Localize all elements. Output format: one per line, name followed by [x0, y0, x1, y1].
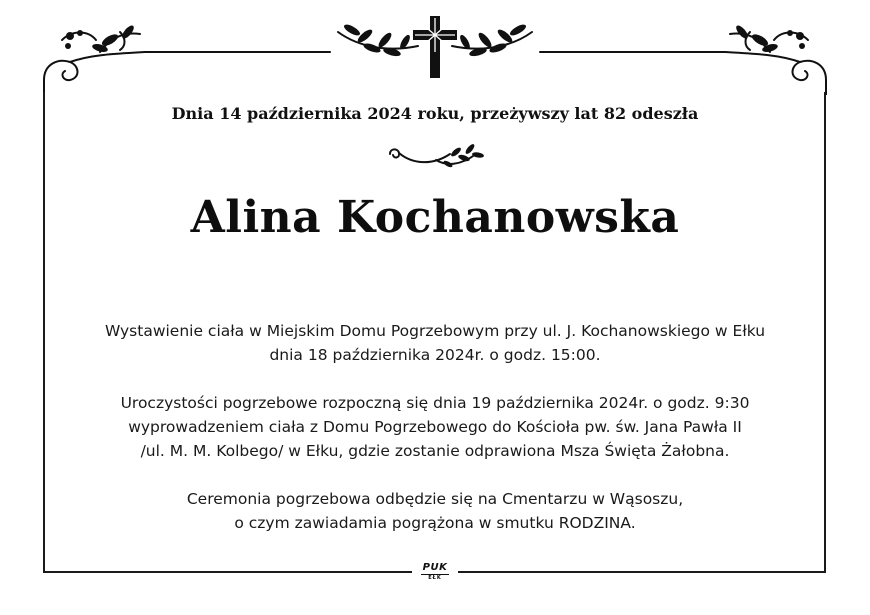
puk-logo: [418, 563, 452, 583]
paragraph-line: wyprowadzeniem ciała z Domu Pogrzebowego do Kościoła pw. św. Jana Pawła II: [128, 418, 742, 436]
logo-sub-text: EŁK: [421, 574, 449, 581]
frame-right-border: [824, 92, 826, 572]
paragraph-line: dnia 18 października 2024r. o godz. 15:00.: [269, 346, 601, 364]
paragraph-line: /ul. M. M. Kolbego/ w Ełku, gdzie zostanie odprawiona Msza Święta Żałobna.: [140, 442, 730, 460]
leaf-scroll-icon: [384, 140, 488, 176]
date-line: Dnia 14 października 2024 roku, przeżywszy lat 82 odeszła: [171, 104, 699, 123]
paragraph-line: Wystawienie ciała w Miejskim Domu Pogrzebowym przy ul. J. Kochanowskiego w Ełku: [104, 322, 766, 340]
floral-scroll-icon-right: [725, 32, 826, 95]
burial-paragraph: [50, 487, 820, 535]
frame-bottom-border-left: [43, 571, 412, 573]
cross-with-laurel-icon: [413, 16, 457, 78]
funeral-paragraph: [50, 391, 820, 463]
paragraph-line: Ceremonia pogrzebowa odbędzie się na Cmentarzu w Wąsoszu,: [186, 490, 684, 508]
paragraph-line: o czym zawiadamia pogrążona w smutku RODZINA.: [234, 514, 636, 532]
top-ornament: [0, 0, 870, 95]
paragraph-line: Uroczystości pogrzebowe rozpoczną się dnia 19 października 2024r. o godz. 9:30: [120, 394, 750, 412]
frame-bottom-border-right: [458, 571, 826, 573]
frame-left-border: [43, 92, 45, 572]
deceased-name: Alina Kochanowska: [190, 192, 680, 243]
floral-scroll-icon-left: [44, 32, 145, 95]
viewing-paragraph: [50, 319, 820, 367]
logo-main-text: PUK: [422, 562, 448, 573]
